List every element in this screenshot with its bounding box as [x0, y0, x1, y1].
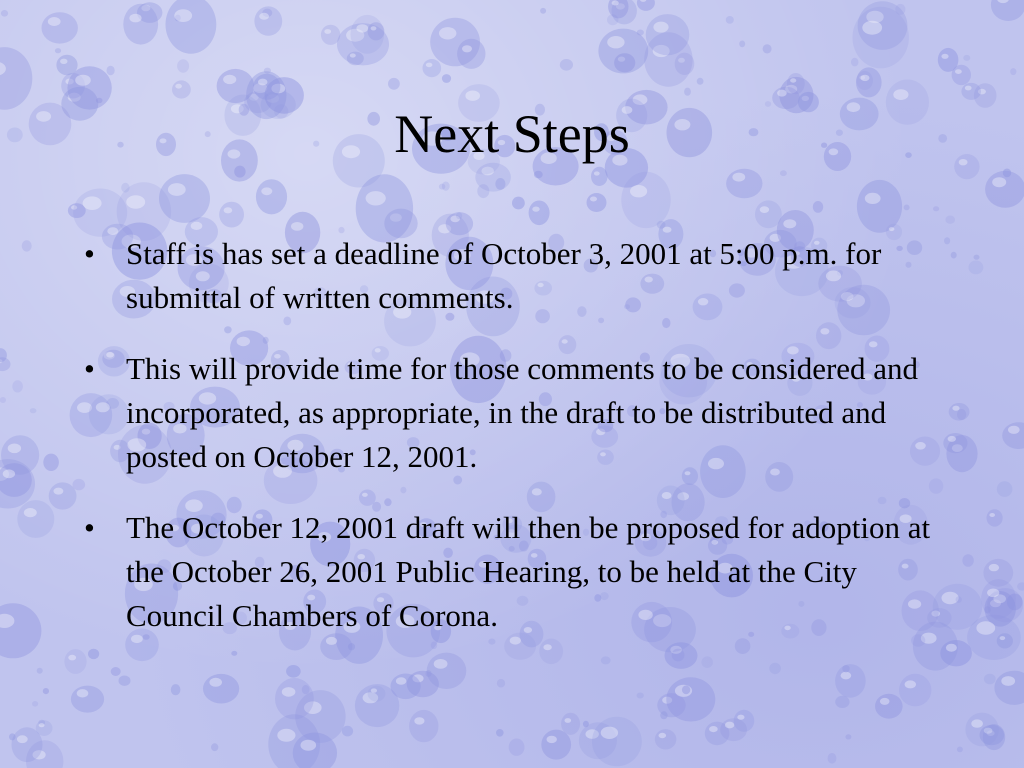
water-drop: [509, 739, 525, 756]
water-drop: [439, 184, 445, 190]
water-drop: [529, 201, 550, 226]
water-drop: [123, 4, 158, 45]
water-drop: [1010, 68, 1016, 75]
water-drop: [275, 678, 314, 719]
bullet-item: [82, 347, 962, 479]
water-drop: [994, 671, 1024, 705]
water-drop-highlight: [129, 14, 141, 23]
water-drop: [342, 726, 353, 737]
water-drop: [43, 688, 49, 694]
water-drop: [853, 7, 909, 69]
water-drop: [12, 380, 23, 392]
water-drop: [637, 30, 644, 36]
water-drop-highlight: [1001, 676, 1015, 686]
water-drop-highlight: [760, 206, 769, 213]
water-drop: [739, 41, 745, 48]
water-drop: [30, 408, 37, 413]
water-drop: [981, 579, 1016, 619]
water-drop: [697, 78, 704, 85]
water-drop-highlight: [565, 718, 572, 723]
water-drop: [388, 78, 400, 90]
water-drop: [368, 22, 385, 40]
water-drop: [657, 221, 666, 229]
water-drop-highlight: [371, 26, 377, 30]
water-drop: [37, 668, 43, 674]
water-drop-highlight: [532, 207, 539, 212]
water-drop: [734, 710, 755, 732]
water-drop-highlight: [396, 677, 407, 685]
water-drop-highlight: [324, 29, 331, 34]
water-drop: [512, 197, 525, 210]
water-drop-highlight: [54, 488, 64, 495]
water-drop: [203, 674, 239, 704]
water-drop-highlight: [783, 219, 796, 228]
water-drop: [637, 0, 655, 11]
water-drop-highlight: [861, 75, 870, 81]
water-drop-highlight: [862, 21, 882, 35]
water-drop-highlight: [126, 195, 145, 209]
water-drop-highlight: [291, 222, 303, 231]
water-drop: [842, 665, 849, 672]
water-drop: [592, 717, 642, 767]
water-drop: [899, 674, 931, 707]
water-drop-highlight: [725, 722, 734, 729]
water-drop-highlight: [865, 193, 881, 204]
bullet-text: The October 12, 2001 draft will then be proposed for adoption at the October 26, 2001 Public Hearing, to be held at the City Council Chambers of Corona.: [126, 510, 931, 633]
water-drop-highlight: [462, 45, 472, 52]
water-drop-highlight: [258, 79, 268, 86]
water-drop: [997, 481, 1013, 497]
water-drop: [172, 80, 191, 98]
water-drop: [813, 201, 823, 213]
water-drop: [851, 58, 858, 67]
water-drop: [621, 172, 670, 228]
water-drop-highlight: [60, 59, 67, 64]
water-drop: [957, 747, 963, 753]
water-drop: [0, 397, 6, 403]
water-drop-highlight: [3, 469, 15, 478]
water-drop-highlight: [356, 24, 368, 32]
water-drop-highlight: [350, 53, 356, 57]
water-drop: [997, 633, 1013, 648]
bullet-text: This will provide time for those comments to be considered and incorporated, as appropriate, in the draft to be distributed and posted on October 12, 2001.: [126, 351, 919, 474]
water-drop-highlight: [777, 90, 787, 97]
water-drop: [987, 509, 1003, 526]
water-drop: [497, 679, 505, 688]
water-drop-highlight: [630, 185, 647, 197]
water-drop: [442, 74, 451, 83]
water-drop-highlight: [259, 13, 269, 20]
water-drop: [845, 734, 851, 739]
water-drop: [969, 261, 984, 275]
water-drop: [166, 0, 217, 54]
slide-title: Next Steps: [394, 104, 630, 164]
water-drop: [477, 184, 489, 198]
water-drop: [254, 6, 282, 35]
water-drop: [0, 603, 41, 658]
bullet-marker: •: [84, 236, 95, 271]
water-drop: [71, 686, 104, 713]
water-drop-highlight: [75, 75, 91, 86]
water-drop-highlight: [955, 69, 962, 74]
bullet-item: [82, 232, 962, 320]
water-drop: [36, 720, 53, 736]
water-drop-highlight: [465, 91, 480, 101]
water-drop-highlight: [992, 177, 1006, 187]
water-drop-highlight: [209, 678, 222, 687]
water-drop-highlight: [659, 733, 667, 738]
water-drop-highlight: [371, 688, 377, 692]
water-drop-highlight: [965, 86, 972, 91]
water-drop: [780, 170, 787, 176]
water-drop-highlight: [841, 672, 852, 680]
water-drop: [495, 178, 505, 190]
water-drop: [963, 55, 970, 61]
water-drop: [583, 721, 589, 727]
water-drop-highlight: [732, 173, 745, 182]
water-drop: [726, 169, 762, 199]
water-drop-highlight: [594, 171, 600, 175]
water-drop: [55, 48, 61, 53]
water-drop: [965, 713, 998, 747]
bullet-text: Staff is has set a deadline of October 3, 2001 at 5:00 p.m. for submittal of written comments.: [126, 236, 882, 315]
water-drop-highlight: [893, 89, 908, 100]
water-drop-highlight: [24, 508, 37, 517]
water-drop: [587, 193, 607, 212]
water-drop: [253, 74, 280, 100]
water-drop: [655, 729, 677, 749]
water-drop-highlight: [174, 9, 192, 22]
water-drop: [560, 59, 573, 71]
water-drop-highlight: [1000, 636, 1006, 640]
water-drop-highlight: [8, 444, 21, 454]
water-drop: [121, 183, 129, 193]
water-drop: [456, 212, 462, 219]
bullet-marker: •: [84, 510, 95, 545]
water-drop: [42, 12, 78, 43]
water-drop-highlight: [709, 726, 718, 732]
water-drop-highlight: [737, 715, 744, 720]
water-drop-highlight: [547, 736, 557, 743]
water-drop-highlight: [175, 84, 182, 89]
water-drop: [32, 701, 38, 707]
water-drop: [787, 73, 805, 94]
water-drop: [391, 674, 421, 700]
water-drop: [875, 694, 903, 719]
water-drop-highlight: [590, 197, 597, 202]
water-drop-highlight: [191, 222, 203, 230]
water-drop-highlight: [39, 723, 45, 727]
water-drop-highlight: [414, 717, 424, 724]
water-drop-highlight: [301, 740, 317, 751]
water-drop: [991, 0, 1024, 21]
water-drop: [933, 206, 939, 211]
water-drop-highlight: [277, 729, 295, 742]
water-drop-highlight: [976, 621, 995, 634]
water-drop: [211, 743, 218, 751]
water-drop: [961, 83, 981, 100]
water-drop: [985, 171, 1024, 208]
water-drop-highlight: [941, 54, 948, 59]
water-drop: [49, 482, 77, 509]
water-drop-highlight: [68, 655, 76, 661]
water-drop: [256, 179, 287, 214]
water-drop: [666, 677, 715, 721]
water-drop-highlight: [83, 196, 102, 210]
water-drop-highlight: [880, 698, 890, 705]
water-drop: [347, 52, 364, 66]
water-drop-highlight: [889, 227, 895, 231]
water-drop: [962, 554, 973, 567]
water-drop: [457, 39, 485, 69]
water-drop-highlight: [439, 27, 456, 39]
water-drop-highlight: [653, 22, 668, 33]
water-drop-highlight: [426, 63, 433, 68]
water-drop: [541, 730, 571, 760]
water-drop-highlight: [1008, 426, 1020, 434]
water-drop: [763, 44, 772, 53]
water-drop: [904, 205, 910, 211]
water-drop: [540, 8, 546, 14]
water-drop-highlight: [224, 207, 233, 213]
water-drop-highlight: [282, 687, 296, 697]
bullet-marker: •: [84, 351, 95, 386]
water-drop-highlight: [989, 513, 995, 517]
water-drop: [219, 202, 244, 228]
water-drop: [726, 16, 734, 24]
water-drop: [828, 753, 837, 764]
water-drop: [637, 693, 644, 699]
water-drop: [938, 48, 959, 72]
water-drop-highlight: [971, 719, 983, 727]
water-drop-highlight: [612, 1, 619, 6]
water-drop: [22, 240, 32, 251]
water-drop-highlight: [607, 36, 624, 48]
water-drop: [43, 454, 59, 471]
water-drop: [111, 667, 121, 676]
water-drop: [107, 66, 115, 75]
water-drop: [967, 615, 1021, 660]
water-drop: [646, 14, 690, 55]
water-drop: [0, 47, 32, 110]
water-drop: [159, 174, 210, 223]
water-drop-highlight: [168, 183, 186, 196]
water-drop: [1017, 582, 1024, 590]
water-drop: [119, 676, 131, 686]
water-drop-highlight: [77, 689, 89, 697]
water-drop: [368, 686, 386, 702]
water-drop-highlight: [987, 589, 999, 598]
water-drop-highlight: [790, 78, 796, 82]
water-drop-highlight: [989, 564, 999, 571]
water-drop: [660, 711, 667, 719]
water-drop: [835, 696, 849, 708]
water-drop-highlight: [366, 191, 386, 205]
water-drop: [835, 664, 866, 698]
water-drop: [423, 59, 442, 77]
water-drop-highlight: [601, 727, 618, 739]
water-drop: [684, 88, 691, 96]
water-drop: [534, 171, 543, 178]
water-drop: [561, 713, 580, 735]
water-drop: [591, 167, 608, 186]
water-drop: [945, 216, 955, 224]
water-drop: [17, 500, 54, 538]
water-drop: [234, 166, 245, 178]
water-drop: [974, 255, 980, 260]
water-drop: [1, 10, 8, 17]
water-drop: [856, 67, 882, 97]
water-drop-highlight: [261, 187, 272, 195]
bullet-item: [82, 506, 962, 638]
water-drop: [409, 710, 438, 742]
water-drop: [682, 685, 690, 694]
water-drop-highlight: [223, 75, 236, 84]
water-drop-highlight: [905, 680, 916, 688]
bullet-list: [82, 232, 962, 665]
water-drop: [286, 665, 301, 678]
water-drop: [984, 674, 996, 685]
water-drop: [171, 684, 181, 695]
water-drop-highlight: [48, 17, 61, 26]
water-drop: [177, 59, 189, 72]
water-drop: [496, 729, 504, 737]
water-drop-highlight: [17, 735, 28, 743]
